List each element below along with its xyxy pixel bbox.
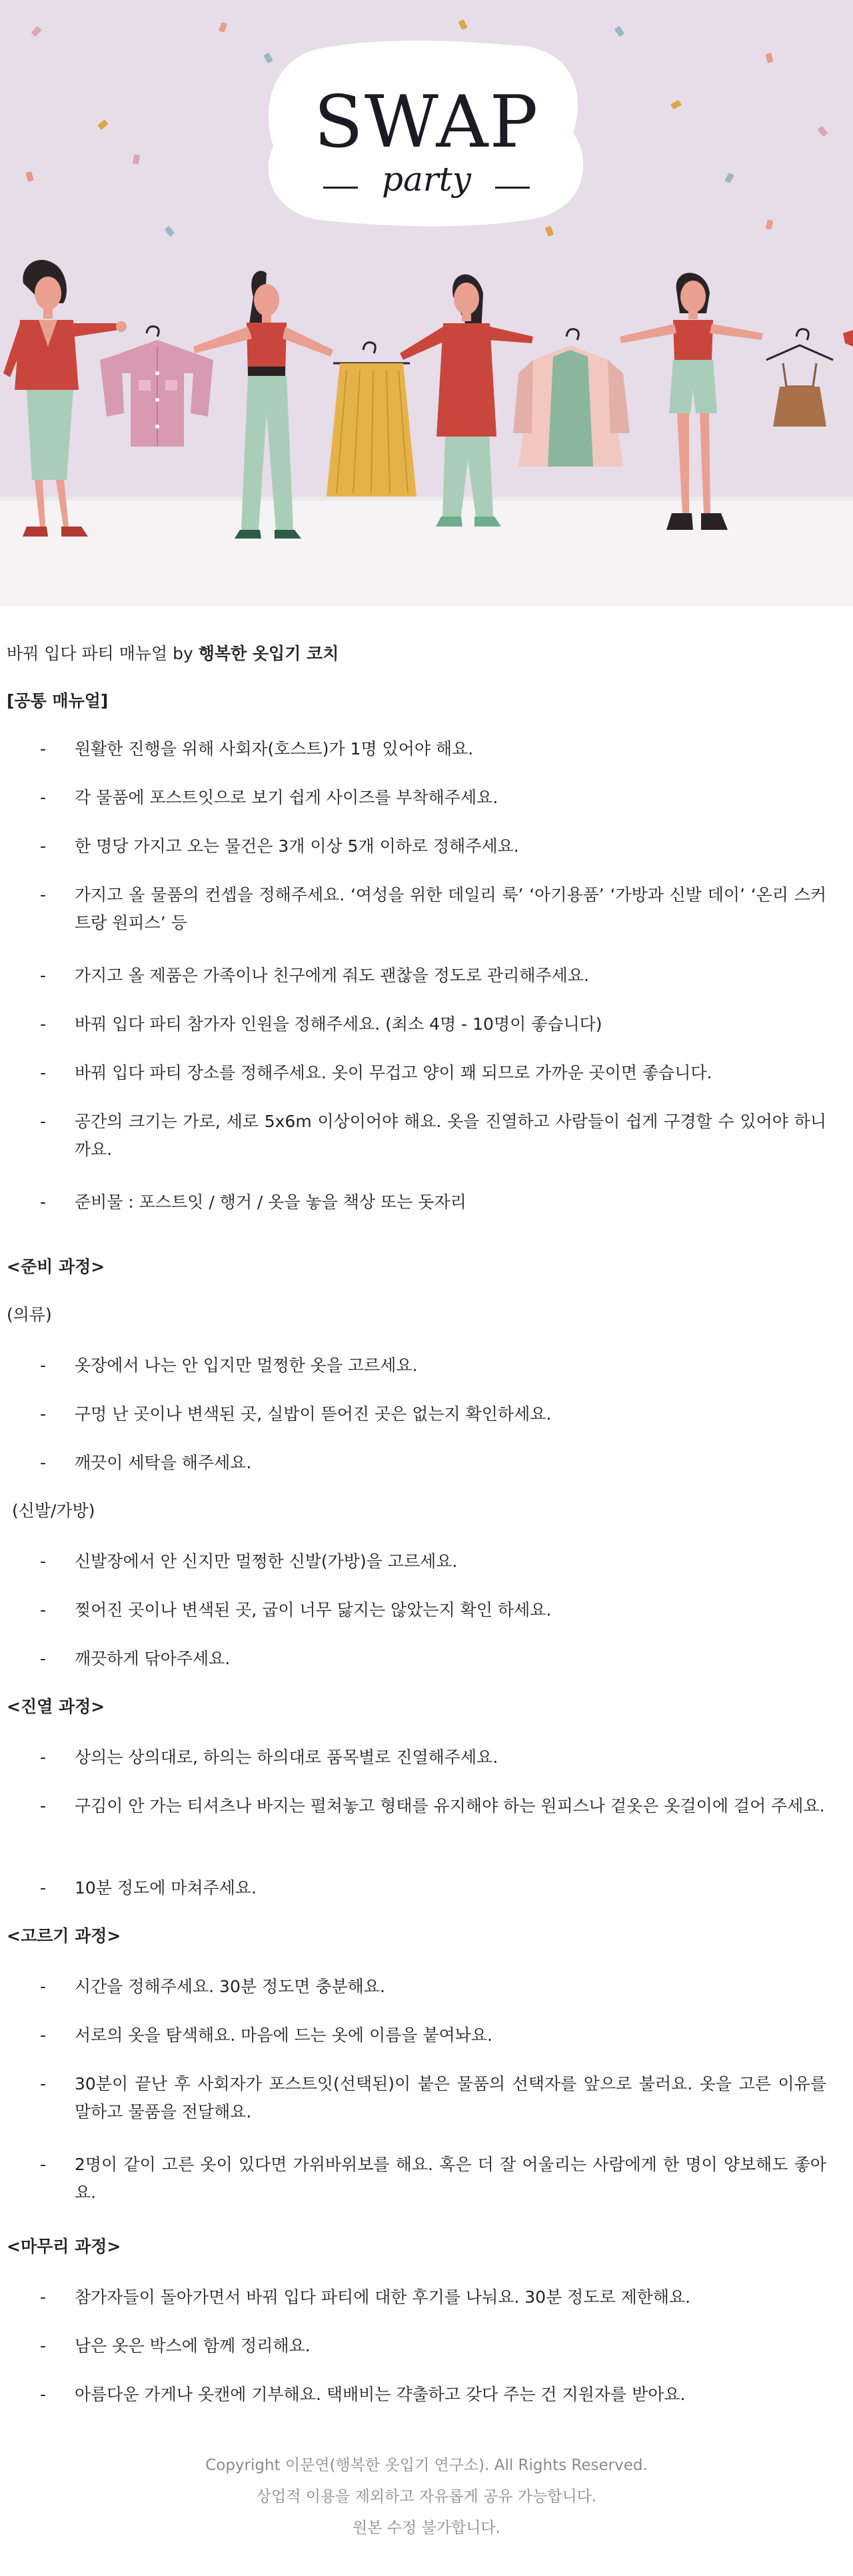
list-item-text: 가지고 올 물품의 컨셉을 정해주세요. ‘여성을 위한 데일리 룩’ ‘아기용품’ ‘가방과 신발 데이’ ‘온리 스커트랑 원피스’ 등 [75,885,826,932]
list-bullet: - [40,1356,47,1375]
list-item-text: 한 명당 가지고 오는 물건은 3개 이상 5개 이하로 정해주세요. [75,836,519,856]
list-item-text: 옷장에서 나는 안 입지만 멀쩡한 옷을 고르세요. [75,1356,418,1375]
list-bullet: - [40,2155,47,2174]
list-item-text: 공간의 크기는 가로, 세로 5x6m 이상이어야 해요. 옷을 진열하고 사람들이 쉽게 구경할 수 있어야 하니까요. [75,1112,826,1159]
partial-figure-icon [843,330,853,347]
hero-banner [0,0,853,607]
yellow-pleated-skirt-icon [327,343,417,497]
list-item-text: 아름다운 가게나 옷캔에 기부해요. 택배비는 갹출하고 갖다 주는 건 지원자를 받아요. [75,2385,686,2404]
list-item-text: 시간을 정해주세요. 30분 정도면 충분해요. [75,1977,385,1996]
pink-coat-green-dress-icon [513,329,630,467]
brown-camisole-icon [766,329,833,427]
list-bullet: - [40,2385,47,2404]
list-item-text: 바꿔 입다 파티 참가자 인원을 정해주세요. (최소 4명 - 10명이 좋습니다) [75,1014,602,1034]
intro-prefix: 바꿔 입다 파티 매뉴얼 by [7,644,199,663]
list-bullet: - [40,1649,47,1668]
list-item-text: 신발장에서 안 신지만 멀쩡한 신발(가방)을 고르세요. [75,1552,458,1571]
common-heading: [공통 매뉴얼] [7,691,109,710]
list-bullet: - [40,2025,47,2045]
list-item-text: 준비물 : 포스트잇 / 행거 / 옷을 놓을 책상 또는 돗자리 [75,1192,466,1212]
prep-heading: <준비 과정> [7,1257,105,1276]
intro-author: 행복한 옷입기 코치 [198,644,339,663]
woman-red-top-green-pants-icon [193,271,333,539]
list-bullet: - [40,739,47,758]
logo-title: SWAP [313,81,540,164]
list-bullet: - [40,788,47,807]
footer-no-modify: 원본 수정 불가합니다. [353,2519,500,2537]
list-bullet: - [40,2074,47,2093]
list-item-text: 바꿔 입다 파티 장소를 정해주세요. 옷이 무겁고 양이 꽤 되므로 가까운 곳이면 좋습니다. [75,1063,712,1082]
swap-party-illustration [0,0,853,607]
list-bullet: - [40,1977,47,1996]
list-item-text: 각 물품에 포스트잇으로 보기 쉽게 사이즈를 부착해주세요. [75,788,498,807]
list-item-text: 구김이 안 가는 티셔츠나 바지는 펼쳐놓고 형태를 유지해야 하는 원피스나 겉옷은 옷걸이에 걸어 주세요. [75,1796,825,1816]
display-heading: <진열 과정> [7,1697,105,1716]
list-item-text: 참가자들이 돌아가면서 바꿔 입다 파티에 대한 후기를 나눠요. 30분 정도로 제한해요. [75,2287,691,2307]
list-bullet: - [40,885,47,904]
list-bullet: - [40,1404,47,1424]
list-bullet: - [40,1748,47,1767]
prep-clothes-label: (의류) [7,1305,52,1324]
list-item-text: 깨끗하게 닦아주세요. [75,1649,231,1668]
list-bullet: - [40,1063,47,1082]
list-bullet: - [40,1796,47,1816]
choose-heading: <고르기 과정> [7,1926,121,1945]
intro-line [7,642,339,666]
list-item-text: 가지고 올 제품은 가족이나 친구에게 줘도 괜찮을 정도로 관리해주세요. [75,966,589,985]
list-item-text: 2명이 같이 고른 옷이 있다면 가위바위보를 해요. 혹은 더 잘 어울리는 사람에게 한 명이 양보해도 좋아요. [75,2155,826,2202]
list-bullet: - [40,1600,47,1620]
list-bullet: - [40,1552,47,1571]
list-bullet: - [40,1014,47,1034]
list-item-text: 찢어진 곳이나 변색된 곳, 굽이 너무 닳지는 않았는지 확인 하세요. [75,1600,552,1620]
list-item-text: 원활한 진행을 위해 사회자(호스트)가 1명 있어야 해요. [75,739,474,758]
list-bullet: - [40,1112,47,1131]
prep-shoes-label: (신발/가방) [12,1501,95,1520]
list-item-text: 남은 옷은 박스에 함께 정리해요. [75,2336,311,2355]
list-bullet: - [40,836,47,856]
woman-red-shirt-icon [400,275,533,527]
list-bullet: - [40,2336,47,2355]
list-bullet: - [40,2287,47,2307]
list-bullet: - [40,966,47,985]
list-item-text: 30분이 끝난 후 사회자가 포스트잇(선택된)이 붙은 물품의 선택자를 앞으로 불러요. 옷을 고른 이유를 말하고 물품을 전달해요. [75,2074,826,2121]
list-item-text: 10분 정도에 마쳐주세요. [75,1878,257,1898]
list-bullet: - [40,1192,47,1212]
list-item-text: 깨끗이 세탁을 해주세요. [75,1453,252,1472]
list-bullet: - [40,1878,47,1898]
list-item-text: 구멍 난 곳이나 변색된 곳, 실밥이 뜯어진 곳은 없는지 확인하세요. [75,1404,552,1424]
list-item-text: 서로의 옷을 탐색해요. 마음에 드는 옷에 이름을 붙여놔요. [75,2025,492,2045]
list-item-text: 상의는 상의대로, 하의는 하의대로 품목별로 진열해주세요. [75,1748,498,1767]
footer-copyright: Copyright 이문연(행복한 옷입기 연구소). All Rights Reserved. [205,2457,648,2474]
logo-subtitle: party [381,160,472,199]
footer-license: 상업적 이용을 제외하고 자유롭게 공유 가능합니다. [256,2488,597,2505]
finish-heading: <마무리 과정> [7,2237,121,2256]
list-bullet: - [40,1453,47,1472]
woman-red-top-shorts-icon [620,273,763,530]
pink-shirt-icon [100,327,213,447]
